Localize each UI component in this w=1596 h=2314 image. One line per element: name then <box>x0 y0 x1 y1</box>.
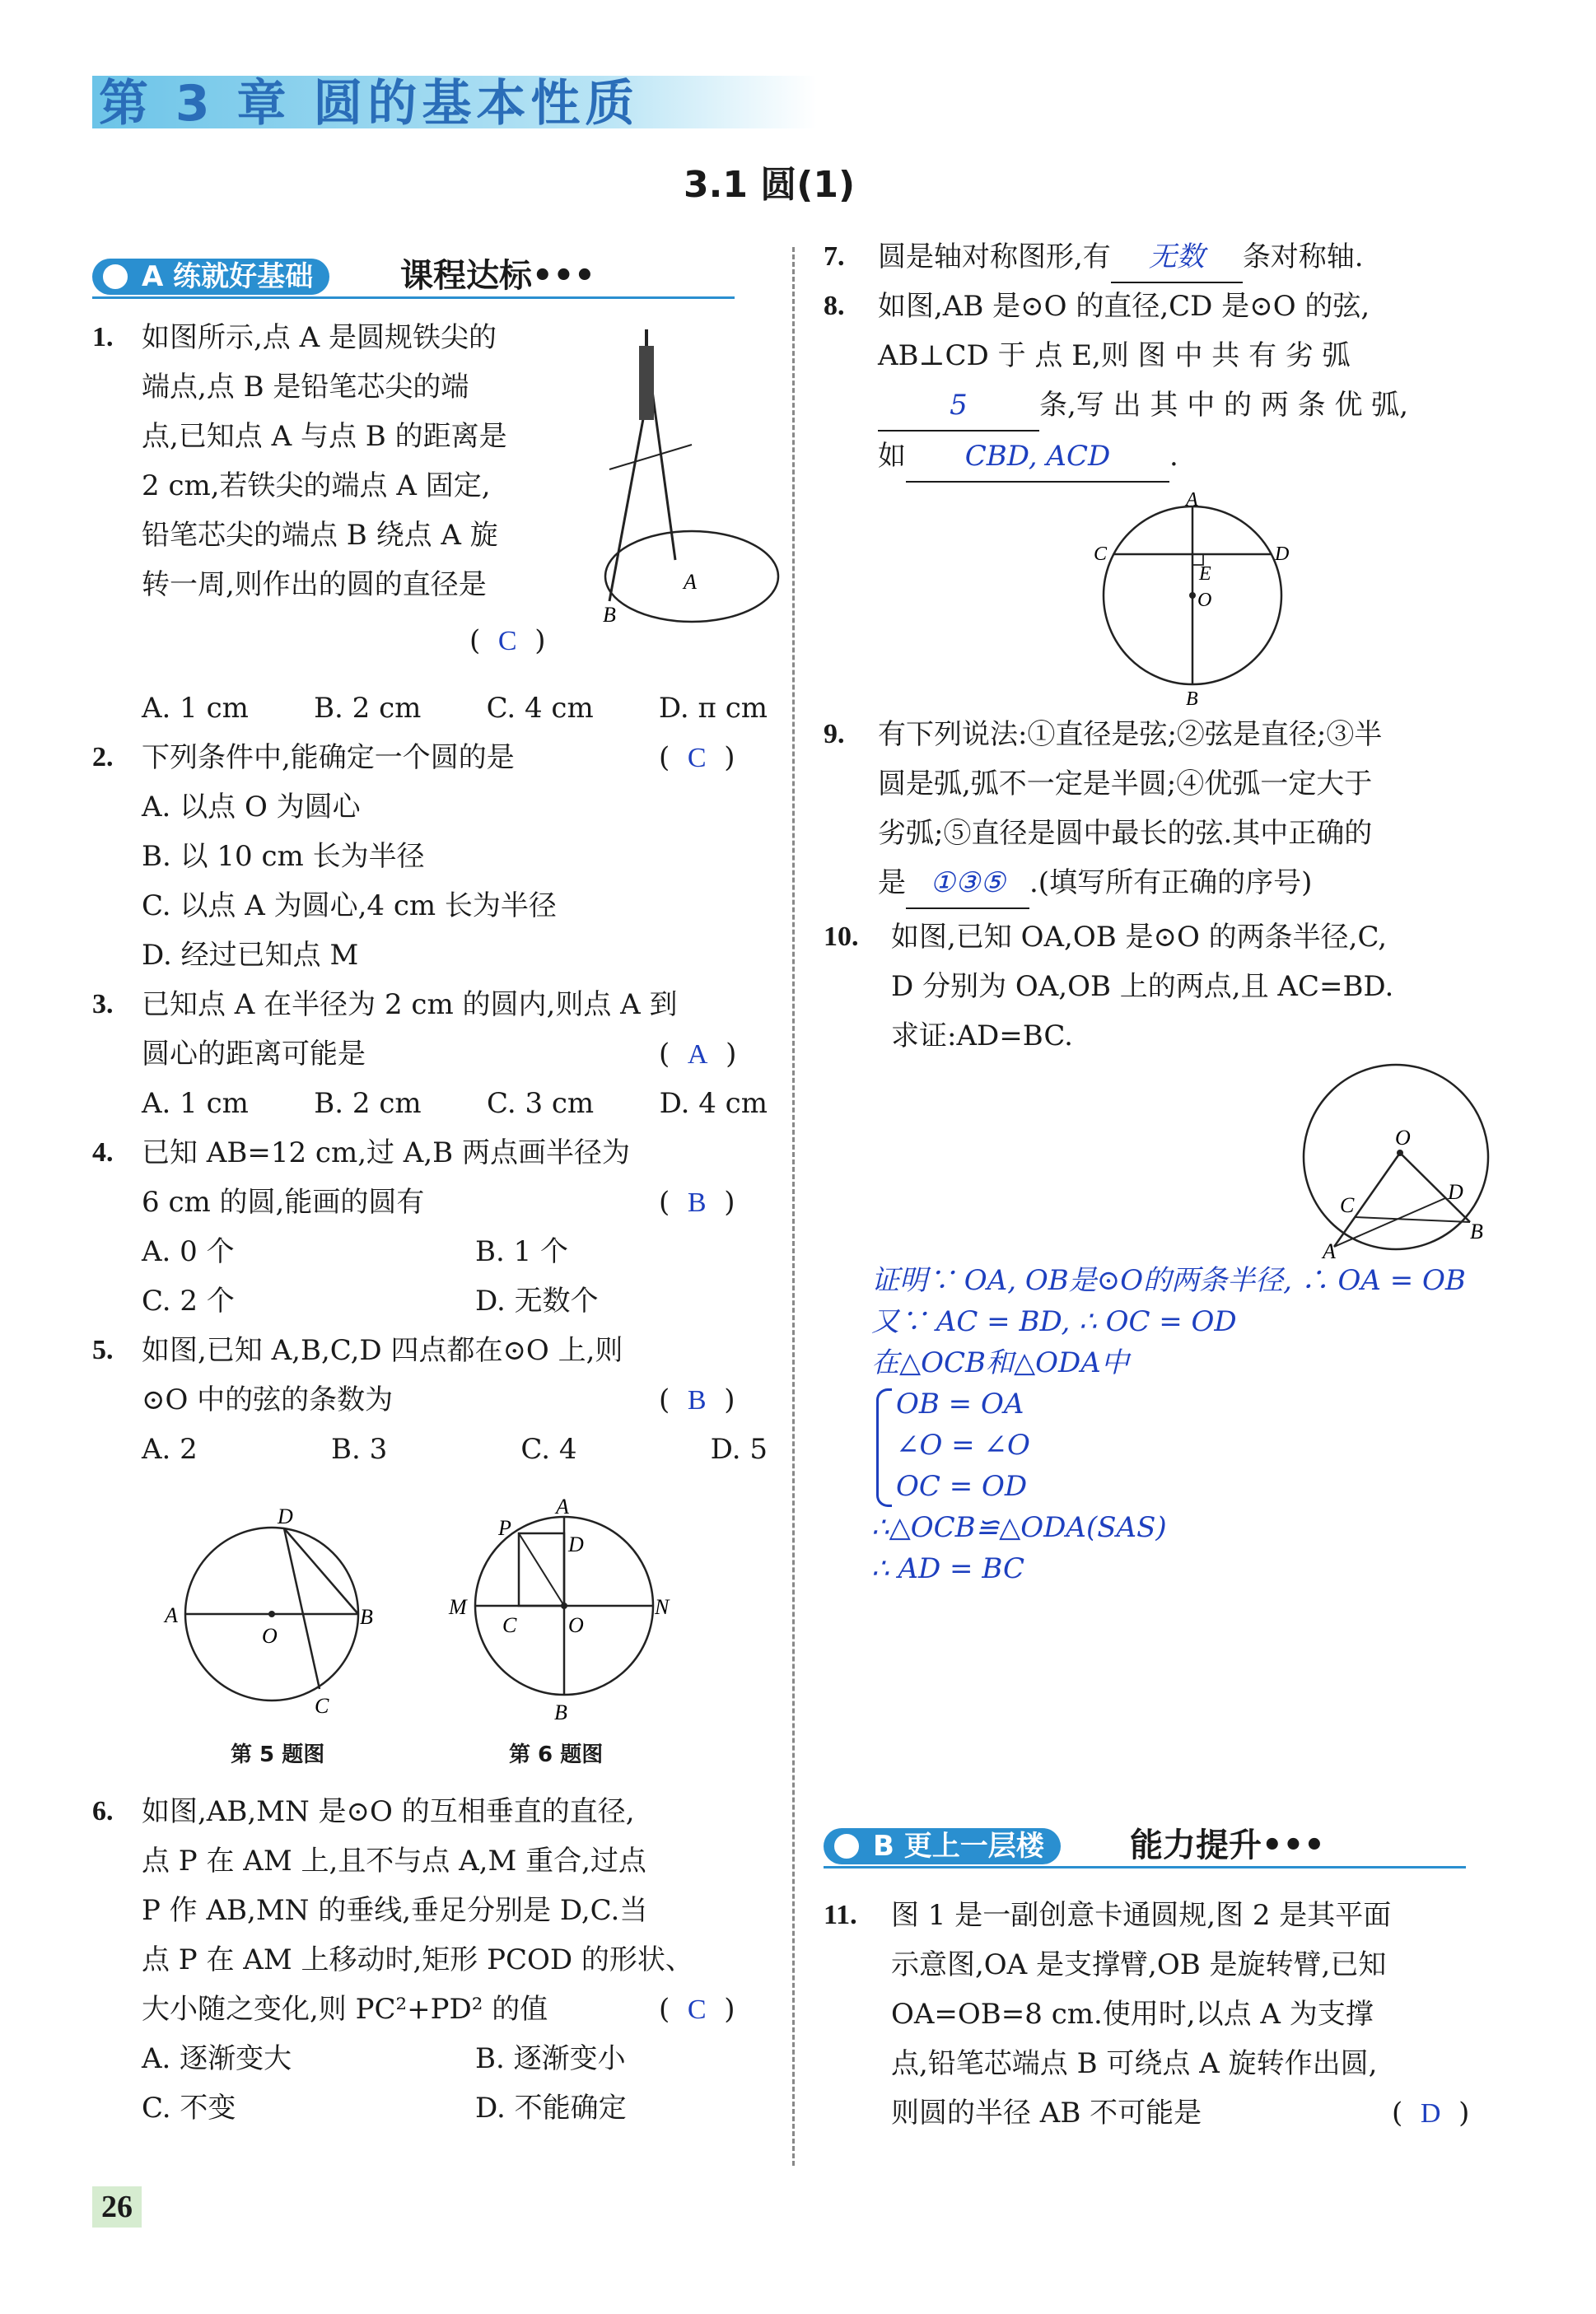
q1-number: 1. <box>92 322 114 352</box>
q6-line: 点 P 在 AM 上,且不与点 A,M 重合,过点 <box>142 1845 646 1878</box>
proof-line: 在△OCB和△ODA中 <box>871 1346 1129 1379</box>
q5-number: 5. <box>92 1335 114 1365</box>
q4-option: B. 1 个 <box>475 1235 569 1268</box>
q5-options <box>142 1425 768 1474</box>
q5-option: C. 4 <box>520 1433 577 1466</box>
fig6-label: N <box>655 1595 670 1619</box>
q4-line: 6 cm 的圆,能画的圆有 <box>142 1186 425 1219</box>
tag-a-icon <box>100 262 130 292</box>
q1-compass-figure <box>593 329 791 634</box>
tag-b-subtitle: 能力提升••• <box>1130 1826 1325 1864</box>
q1-line: 2 cm,若铁尖的端点 A 固定, <box>142 469 491 502</box>
q2-option: B. 以 10 cm 长为半径 <box>142 840 425 873</box>
q8-line: . <box>1169 440 1178 473</box>
q6-option: B. 逐渐变小 <box>475 2042 626 2075</box>
q6-option: A. 逐渐变大 <box>142 2042 292 2075</box>
q11-stem <box>891 1891 1391 2138</box>
q3-option: A. 1 cm <box>142 1087 249 1120</box>
q8-stem <box>878 282 1408 483</box>
q1-option: A. 1 cm <box>142 692 249 725</box>
q5-line: ⊙O 中的弦的条数为 <box>142 1383 394 1416</box>
q8-blank-2 <box>906 432 1169 483</box>
proof-line: 证明∵ OA, OB是⊙O的两条半径, ∴ OA = OB <box>871 1264 1466 1297</box>
fig6-caption: 第 6 题图 <box>509 1742 604 1767</box>
fig5-label: B <box>360 1605 373 1629</box>
q3-line: 圆心的距离可能是 <box>142 1038 366 1071</box>
q8-fig-label: B <box>1186 688 1198 710</box>
q8-circle-figure <box>1085 489 1300 710</box>
q4-option: D. 无数个 <box>475 1285 599 1318</box>
tag-a-underline <box>92 296 735 299</box>
q10-circle-figure <box>1293 1062 1515 1263</box>
q6-option: D. 不能确定 <box>475 2092 627 2125</box>
q10-fig-label: B <box>1470 1220 1483 1243</box>
q2-option: D. 经过已知点 M <box>142 939 359 972</box>
q2-options <box>142 782 557 980</box>
q8-fig-label: A <box>1186 489 1198 511</box>
q1-answer: C <box>497 626 517 656</box>
q1-answer-paren: ( C ) <box>469 624 546 657</box>
q2-answer-paren: ( C ) <box>659 741 735 774</box>
q4-option: A. 0 个 <box>142 1235 235 1268</box>
q8-line: AB⊥CD 于 点 E,则 图 中 共 有 劣 弧 <box>878 339 1351 372</box>
q9-line: 有下列说法:①直径是弦;②弦是直径;③半 <box>878 718 1383 751</box>
q6-answer: C <box>687 1994 707 2025</box>
q5-line: 如图,已知 A,B,C,D 四点都在⊙O 上,则 <box>142 1334 623 1367</box>
q10-proof <box>871 1260 1466 1589</box>
q1-line: 转一周,则作出的圆的直径是 <box>142 568 487 601</box>
q1-label-b: B <box>603 603 616 627</box>
proof-line: OC = OD <box>896 1470 1028 1503</box>
q7-number: 7. <box>824 241 845 272</box>
q11-line: 点,铅笔芯端点 B 可绕点 A 旋转作出圆, <box>891 2047 1378 2080</box>
q5-stem <box>142 1326 623 1425</box>
proof-line: ∠O = ∠O <box>896 1429 1030 1462</box>
q1-option: D. π cm <box>658 692 768 725</box>
proof-line: ∴△OCB≌△ODA(SAS) <box>871 1511 1167 1544</box>
q10-fig-label: C <box>1340 1193 1355 1217</box>
q6-line: 大小随之变化,则 PC²+PD² 的值 <box>142 1993 548 2026</box>
page-number: 26 <box>92 2186 142 2228</box>
proof-line: ∴ AD = BC <box>871 1552 1024 1585</box>
q1-option: B. 2 cm <box>314 692 422 725</box>
fig5-label: O <box>262 1624 278 1648</box>
q3-options <box>142 1079 768 1128</box>
q9-line: 是 <box>878 866 906 899</box>
q1-line: 端点,点 B 是铅笔芯尖的端 <box>142 371 469 404</box>
fig5-label: D <box>278 1505 293 1528</box>
q9-line: .(填写所有正确的序号) <box>1029 866 1313 899</box>
q6-options <box>142 2034 768 2133</box>
q2-stem: 下列条件中,能确定一个圆的是 <box>142 741 515 774</box>
q6-option: C. 不变 <box>142 2092 236 2125</box>
q7-blank <box>1111 232 1243 283</box>
fig6-label: B <box>554 1701 567 1724</box>
q5-answer-paren: ( B ) <box>659 1383 735 1416</box>
q1-options <box>142 683 768 733</box>
q7-stem <box>878 232 1364 283</box>
fig6-label: C <box>502 1613 517 1637</box>
q11-line: 则圆的半径 AB 不可能是 <box>891 2097 1202 2130</box>
q10-number: 10. <box>824 921 859 952</box>
q10-line: D 分别为 OA,OB 上的两点,且 AC=BD. <box>891 970 1394 1003</box>
fig5-caption: 第 5 题图 <box>231 1742 325 1767</box>
tag-a-subtitle: 课程达标••• <box>400 257 595 295</box>
q7-text: 条对称轴. <box>1242 240 1364 273</box>
q8-fig-label: O <box>1197 590 1212 611</box>
q4-option: C. 2 个 <box>142 1285 235 1318</box>
q10-fig-label: D <box>1448 1180 1463 1204</box>
q10-line: 求证:AD=BC. <box>891 1019 1073 1052</box>
q10-fig-label: A <box>1323 1239 1336 1263</box>
fig6-circle-figure <box>445 1482 684 1729</box>
fig6-label: A <box>556 1495 569 1519</box>
q11-line: 示意图,OA 是支撑臂,OB 是旋转臂,已知 <box>891 1948 1387 1981</box>
q4-options <box>142 1227 768 1326</box>
fig6-label: D <box>568 1533 584 1556</box>
q9-number: 9. <box>824 719 845 749</box>
q9-answer: ①③⑤ <box>930 866 1006 899</box>
q3-number: 3. <box>92 989 114 1019</box>
fig6-label: O <box>568 1613 584 1637</box>
q1-line: 铅笔芯尖的端点 B 绕点 A 旋 <box>142 519 498 552</box>
q4-answer: B <box>687 1187 707 1218</box>
proof-line: OB = OA <box>896 1388 1024 1421</box>
q8-fig-label: E <box>1199 563 1211 585</box>
q8-fig-label: D <box>1275 544 1290 565</box>
proof-line: 又∵ AC = BD, ∴ OC = OD <box>871 1305 1237 1338</box>
q10-fig-label: O <box>1395 1126 1411 1150</box>
q6-answer-paren: ( C ) <box>659 1993 735 2026</box>
q6-number: 6. <box>92 1796 114 1826</box>
proof-brace <box>876 1388 892 1507</box>
q6-stem <box>142 1787 693 2034</box>
q11-answer: D <box>1420 2098 1441 2129</box>
q9-line: 圆是弧,弧不一定是半圆;④优弧一定大于 <box>878 767 1373 800</box>
q2-number: 2. <box>92 742 114 772</box>
fig5-label: A <box>165 1603 178 1627</box>
q4-line: 已知 AB=12 cm,过 A,B 两点画半径为 <box>142 1136 630 1169</box>
q1-option: C. 4 cm <box>486 692 594 725</box>
q3-option: C. 3 cm <box>487 1087 595 1120</box>
q6-line: 点 P 在 AM 上移动时,矩形 PCOD 的形状、 <box>142 1943 693 1976</box>
fig6-label: M <box>449 1595 467 1619</box>
q11-line: 图 1 是一副创意卡通圆规,图 2 是其平面 <box>891 1899 1392 1932</box>
q8-blank-1 <box>878 380 1039 432</box>
q8-fig-label: C <box>1094 544 1108 565</box>
q2-option: C. 以点 A 为圆心,4 cm 长为半径 <box>142 889 557 922</box>
q3-line: 已知点 A 在半径为 2 cm 的圆内,则点 A 到 <box>142 988 678 1021</box>
q1-label-a: A <box>684 570 697 594</box>
q9-line: 劣弧;⑤直径是圆中最长的弦.其中正确的 <box>878 817 1373 850</box>
chapter-title: 第 3 章 圆的基本性质 <box>99 75 640 133</box>
section-tag-a: A 练就好基础 <box>92 259 329 295</box>
q9-stem <box>878 710 1382 909</box>
q3-option: D. 4 cm <box>659 1087 768 1120</box>
q4-number: 4. <box>92 1137 114 1168</box>
q7-text: 圆是轴对称图形,有 <box>878 240 1111 273</box>
q8-answer-2: CBD, ACD <box>964 440 1111 473</box>
q5-option: A. 2 <box>142 1433 198 1466</box>
q1-stem <box>142 313 507 609</box>
q11-line: OA=OB=8 cm.使用时,以点 A 为支撑 <box>891 1998 1374 2031</box>
tag-b-icon <box>832 1831 861 1861</box>
q1-line: 点,已知点 A 与点 B 的距离是 <box>142 420 507 453</box>
q8-line: 条,写 出 其 中 的 两 条 优 弧, <box>1039 389 1409 422</box>
q11-answer-paren: ( D ) <box>1392 2097 1470 2130</box>
q7-answer: 无数 <box>1148 240 1205 273</box>
q4-stem <box>142 1128 630 1227</box>
q8-line: 如 <box>878 440 906 473</box>
q10-line: 如图,已知 OA,OB 是⊙O 的两条半径,C, <box>891 921 1388 954</box>
q6-line: 如图,AB,MN 是⊙O 的互相垂直的直径, <box>142 1795 635 1828</box>
q4-answer-paren: ( B ) <box>659 1186 735 1219</box>
q3-stem <box>142 980 677 1079</box>
q9-blank <box>906 858 1029 909</box>
q11-number: 11. <box>824 1900 857 1930</box>
section-tag-b: B 更上一层楼 <box>824 1828 1061 1864</box>
column-divider <box>792 247 795 2166</box>
q8-answer-1: 5 <box>950 389 968 422</box>
q2-option: A. 以点 O 为圆心 <box>142 791 361 823</box>
q5-answer: B <box>687 1385 707 1416</box>
q5-option: B. 3 <box>331 1433 388 1466</box>
tag-b-underline <box>824 1866 1466 1868</box>
q2-answer: C <box>687 743 707 773</box>
q1-line: 如图所示,点 A 是圆规铁尖的 <box>142 321 497 354</box>
q3-option: B. 2 cm <box>314 1087 422 1120</box>
q3-answer-paren: ( A ) <box>659 1038 737 1071</box>
fig5-circle-figure <box>165 1507 379 1721</box>
q5-option: D. 5 <box>710 1433 768 1466</box>
q10-stem <box>891 912 1393 1061</box>
section-title: 3.1 圆(1) <box>684 164 856 206</box>
q6-line: P 作 AB,MN 的垂线,垂足分别是 D,C.当 <box>142 1894 648 1927</box>
q3-answer: A <box>687 1039 708 1070</box>
fig6-label: P <box>498 1516 511 1540</box>
fig5-label: C <box>315 1694 329 1718</box>
proof-system <box>871 1383 1466 1507</box>
q8-line: 如图,AB 是⊙O 的直径,CD 是⊙O 的弦, <box>878 290 1370 323</box>
q8-number: 8. <box>824 291 845 321</box>
